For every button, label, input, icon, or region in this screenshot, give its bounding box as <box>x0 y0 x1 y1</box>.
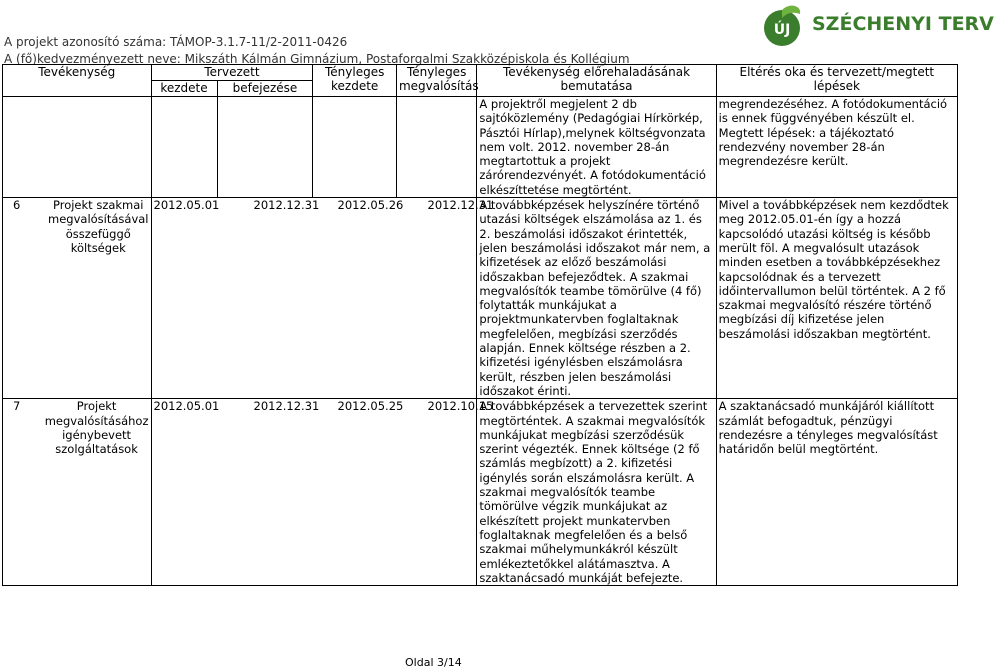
planned-end: 2012.12.31 <box>253 198 320 213</box>
row-activity: Projekt megvalósításához igénybevett szolgáltatások <box>44 399 149 457</box>
row-number: 7 <box>13 399 21 414</box>
row-dates <box>151 198 494 399</box>
carry-row <box>3 97 958 198</box>
col-actual-done: Tényleges megvalósítás <box>396 65 476 97</box>
planned-start: 2012.05.01 <box>153 198 220 213</box>
carry-deviation: megrendezéséhez. A fotódokumentáció is ennek függvényében készült el. Megtett lépések: a tájékoztató rendezvény november 28-án megrendezésre került. <box>716 97 957 198</box>
planned-start: 2012.05.01 <box>153 399 220 414</box>
beneficiary-line: A (fő)kedvezményezett neve: Mikszáth Kálmán Gimnázium, Postaforgalmi Szakközépiskola és Kollégium <box>4 52 630 66</box>
activity-table <box>2 64 958 586</box>
row-dates <box>151 399 494 586</box>
row-number: 6 <box>13 198 21 213</box>
col-planned: Tervezett <box>151 65 313 81</box>
logo-text: SZÉCHENYI TERV <box>812 13 994 35</box>
actual-start: 2012.05.26 <box>337 198 404 213</box>
header-row-1 <box>3 65 958 81</box>
row-deviation: A szaktanácsadó munkájáról kiállított számlát befogadtuk, pénzügyi rendezésre a tényleges megvalósítást határidőn belül megtörtént. <box>716 399 957 586</box>
col-deviation: Eltérés oka és tervezett/megtett lépések <box>716 65 957 97</box>
page-number: Oldal 3/14 <box>405 656 462 669</box>
planned-end: 2012.12.31 <box>253 399 320 414</box>
szechenyi-terv-logo <box>760 4 994 48</box>
row-progress: A továbbképzések a tervezettek szerint megtörténtek. A szakmai megvalósítók munkájukat megbízási szerződésük szerint végezték. Ennek költsége (2 fő számlás megbízott) a 2. kifizetési igénylés során elszámolásra került. A szakmai megvalósítók teambe tömörülve végzik munkájukat az elkészített projekt munkatervben foglaltaknak megfelelően és a belső szakmai műhelymunkákról készült emlékeztetőkkel alátámasztva. A szaktanácsadó munkáját befejezte. <box>477 399 716 586</box>
table-row <box>3 198 958 399</box>
col-planned-end: befejezése <box>217 81 313 97</box>
col-actual-start: Tényleges kezdete <box>313 65 397 97</box>
row-deviation: Mivel a továbbképzések nem kezdődtek meg 2012.05.01-én így a hozzá kapcsolódó utazási költség is később merült föl. A megvalósult utazások minden esetben a továbbképzésekhez kapcsolódnak és a tervezett időintervallumon belül történtek. A 2 fő szakmai megvalósító részére történő megbízási díj kifizetése jelen beszámolási időszakban megtörtént. <box>716 198 957 399</box>
row-activity-cell <box>3 198 152 399</box>
logo-mark: ÚJ <box>773 22 791 38</box>
table-row <box>3 399 958 586</box>
col-activity: Tevékenység <box>3 65 152 97</box>
szechenyi-leaf-icon <box>760 4 804 48</box>
actual-start: 2012.05.25 <box>337 399 404 414</box>
project-id-line: A projekt azonosító száma: TÁMOP-3.1.7-11/2-2011-0426 <box>4 35 348 49</box>
col-planned-start: kezdete <box>151 81 217 97</box>
carry-progress: A projektről megjelent 2 db sajtóközlemény (Pedagógiai Hírkörkép, Pásztói Hírlap),melynek költségvonzata nem volt. 2012. november 28-án megtartottuk a projekt zárórendezvényét. A fotódokumentáció elkészíttetése megtörtént. <box>477 97 716 198</box>
row-activity: Projekt szakmai megvalósításával összefüggő költségek <box>48 198 149 255</box>
row-activity-cell <box>3 399 152 586</box>
row-progress: A továbbképzések helyszínére történő utazási költségek elszámolása az 1. és 2. beszámolási időszakot érintették, jelen beszámolási időszakot már nem, a kifizetések az előző beszámolási időszakban befejeződtek. A szakmai megvalósítók teambe tömörülve (4 fő) folytatták munkájukat a projektmunkatervben foglaltaknak megfelelően, megbízási szerződés alapján. Ennek költsége részben a 2. kifizetési igénylésben elszámolásra került, részben jelen beszámolási időszakot érinti. <box>477 198 716 399</box>
col-progress: Tevékenység előrehaladásának bemutatása <box>477 65 716 97</box>
actual-done: 2012.10.15 <box>427 399 494 414</box>
actual-done: 2012.12.31 <box>427 198 494 213</box>
